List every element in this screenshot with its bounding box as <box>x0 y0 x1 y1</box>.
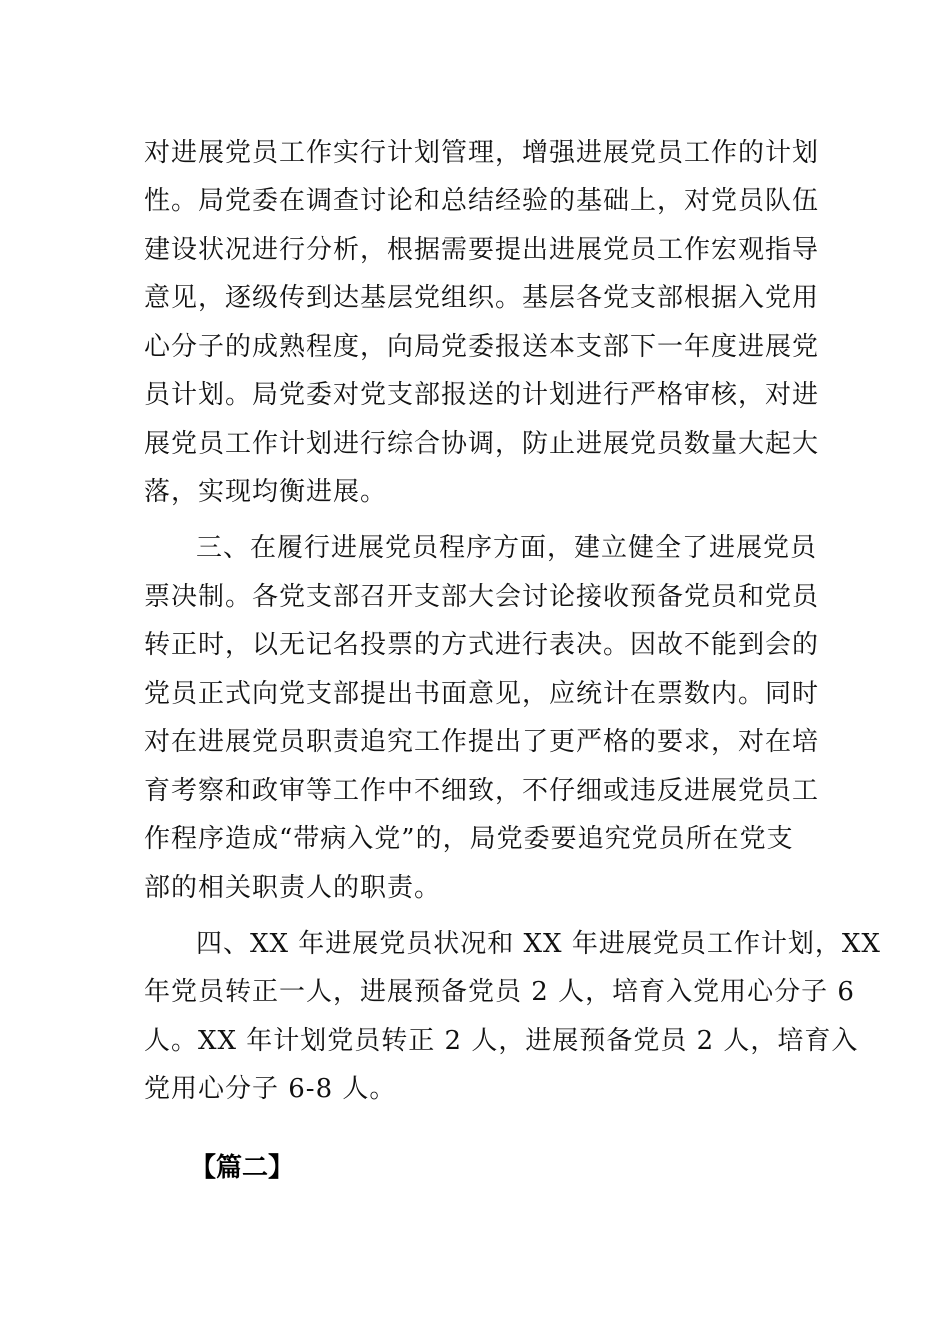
text-line: 部的相关职责人的职责。 <box>144 873 442 903</box>
text-line: 建设状况进行分析，根据需要提出进展党员工作宏观指导 <box>144 235 820 265</box>
text-line: 育考察和政审等工作中不细致，不仔细或违反进展党员工 <box>144 776 820 806</box>
text-line: 作程序造成“带病入党”的，局党委要追究党员所在党支 <box>144 824 794 854</box>
paragraph-start-line: 四、XX 年进展党员状况和 XX 年进展党员工作计划，XX <box>196 929 881 959</box>
text-line: 落，实现均衡进展。 <box>144 477 388 507</box>
text-line: 对在进展党员职责追究工作提出了更严格的要求，对在培 <box>144 727 820 757</box>
text-line: 转正时，以无记名投票的方式进行表决。因故不能到会的 <box>144 630 820 660</box>
text-line: 党用心分子 6-8 人。 <box>144 1074 397 1104</box>
section-heading: 【篇二】 <box>190 1153 295 1183</box>
text-line: 意见，逐级传到达基层党组织。基层各党支部根据入党用 <box>144 283 820 313</box>
text-line: 票决制。各党支部召开支部大会讨论接收预备党员和党员 <box>144 582 820 612</box>
text-line: 员计划。局党委对党支部报送的计划进行严格审核，对进 <box>144 380 820 410</box>
text-line: 人。XX 年计划党员转正 2 人，进展预备党员 2 人，培育入 <box>144 1026 859 1056</box>
text-line: 党员正式向党支部提出书面意见，应统计在票数内。同时 <box>144 679 820 709</box>
text-line: 心分子的成熟程度，向局党委报送本支部下一年度进展党 <box>144 332 820 362</box>
text-line: 展党员工作计划进行综合协调，防止进展党员数量大起大 <box>144 429 820 459</box>
paragraph-start-line: 三、在履行进展党员程序方面，建立健全了进展党员 <box>196 533 818 563</box>
text-line: 对进展党员工作实行计划管理，增强进展党员工作的计划 <box>144 138 820 168</box>
text-line: 性。局党委在调查讨论和总结经验的基础上，对党员队伍 <box>144 186 820 216</box>
text-line: 年党员转正一人，进展预备党员 2 人，培育入党用心分子 6 <box>144 977 855 1007</box>
